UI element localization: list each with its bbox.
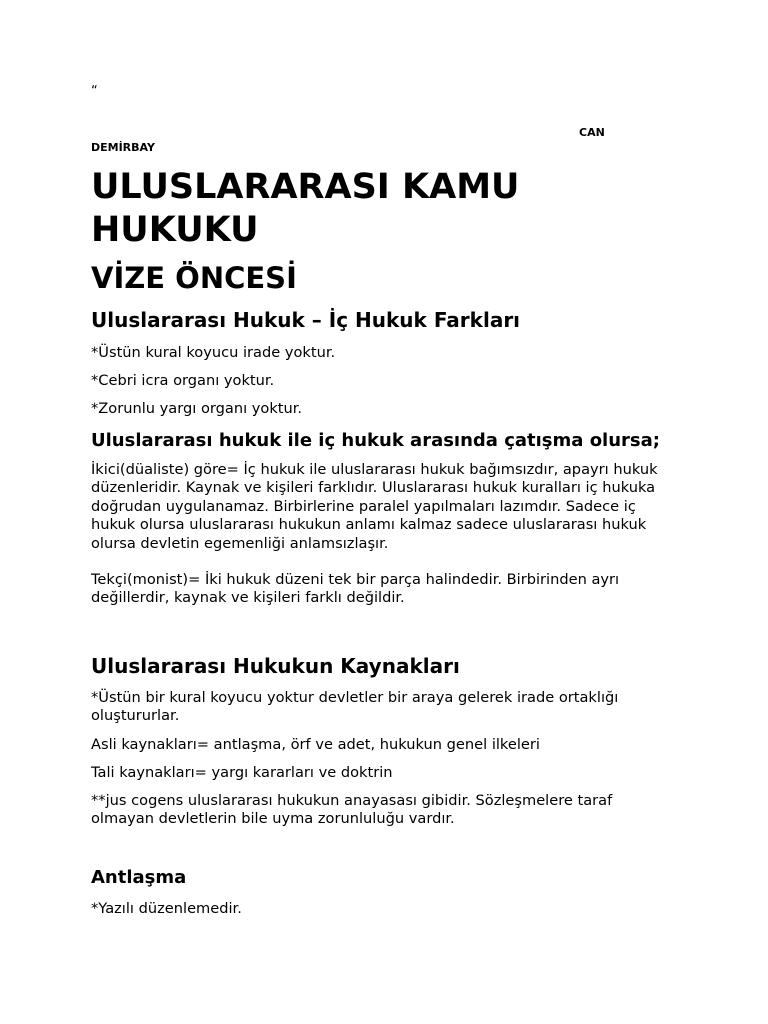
list-item: Asli kaynakları= antlaşma, örf ve adet, hukukun genel ilkeleri bbox=[91, 736, 540, 753]
quote-mark: “ bbox=[91, 84, 98, 99]
list-item: *Cebri icra organı yoktur. bbox=[91, 372, 275, 389]
section-heading-sources: Uluslararası Hukukun Kaynakları bbox=[91, 654, 460, 678]
list-item: *Üstün kural koyucu irade yoktur. bbox=[91, 344, 336, 361]
list-item: *Zorunlu yargı organı yoktur. bbox=[91, 400, 303, 417]
list-item: **jus cogens uluslararası hukukun anayasası gibidir. Sözleşmelere taraf olmayan devletlerin bile uyma zorunluluğu vardır. bbox=[91, 792, 613, 828]
list-item: Tali kaynakları= yargı kararları ve doktrin bbox=[91, 764, 393, 781]
paragraph-dualist: İkici(düaliste) göre= İç hukuk ile uluslararası hukuk bağımsızdır, apayrı hukuk düzenleridir. Kaynak ve kişileri farklıdır. Uluslararası hukuk kuralları iç hukuka doğrudan uygulanamaz. Birbirlerine paralel yapılmaları lazımdır. Sadece iç hukuk olursa uluslararası hukukun anlamı kalmaz sadece uluslararası hukuk olursa devletin egemenliği anlamsızlaşır. bbox=[91, 461, 658, 552]
list-item: *Yazılı düzenlemedir. bbox=[91, 900, 242, 917]
paragraph-monist: Tekçi(monist)= İki hukuk düzeni tek bir parça halindedir. Birbirinden ayrı değillerdir, kaynak ve kişileri farklı değildir. bbox=[91, 571, 620, 607]
author-first-name: CAN bbox=[579, 126, 605, 139]
list-item: *Üstün bir kural koyucu yoktur devletler bir araya gelerek irade ortaklığı oluştururlar. bbox=[91, 689, 619, 725]
document-subtitle: VİZE ÖNCESİ bbox=[91, 261, 297, 295]
author-last-name: DEMİRBAY bbox=[91, 141, 155, 154]
section-heading-conflict: Uluslararası hukuk ile iç hukuk arasında çatışma olursa; bbox=[91, 430, 660, 451]
section-heading-differences: Uluslararası Hukuk – İç Hukuk Farkları bbox=[91, 308, 521, 332]
section-heading-treaty: Antlaşma bbox=[91, 867, 187, 888]
document-title: ULUSLARARASI KAMU HUKUKU bbox=[91, 167, 520, 250]
